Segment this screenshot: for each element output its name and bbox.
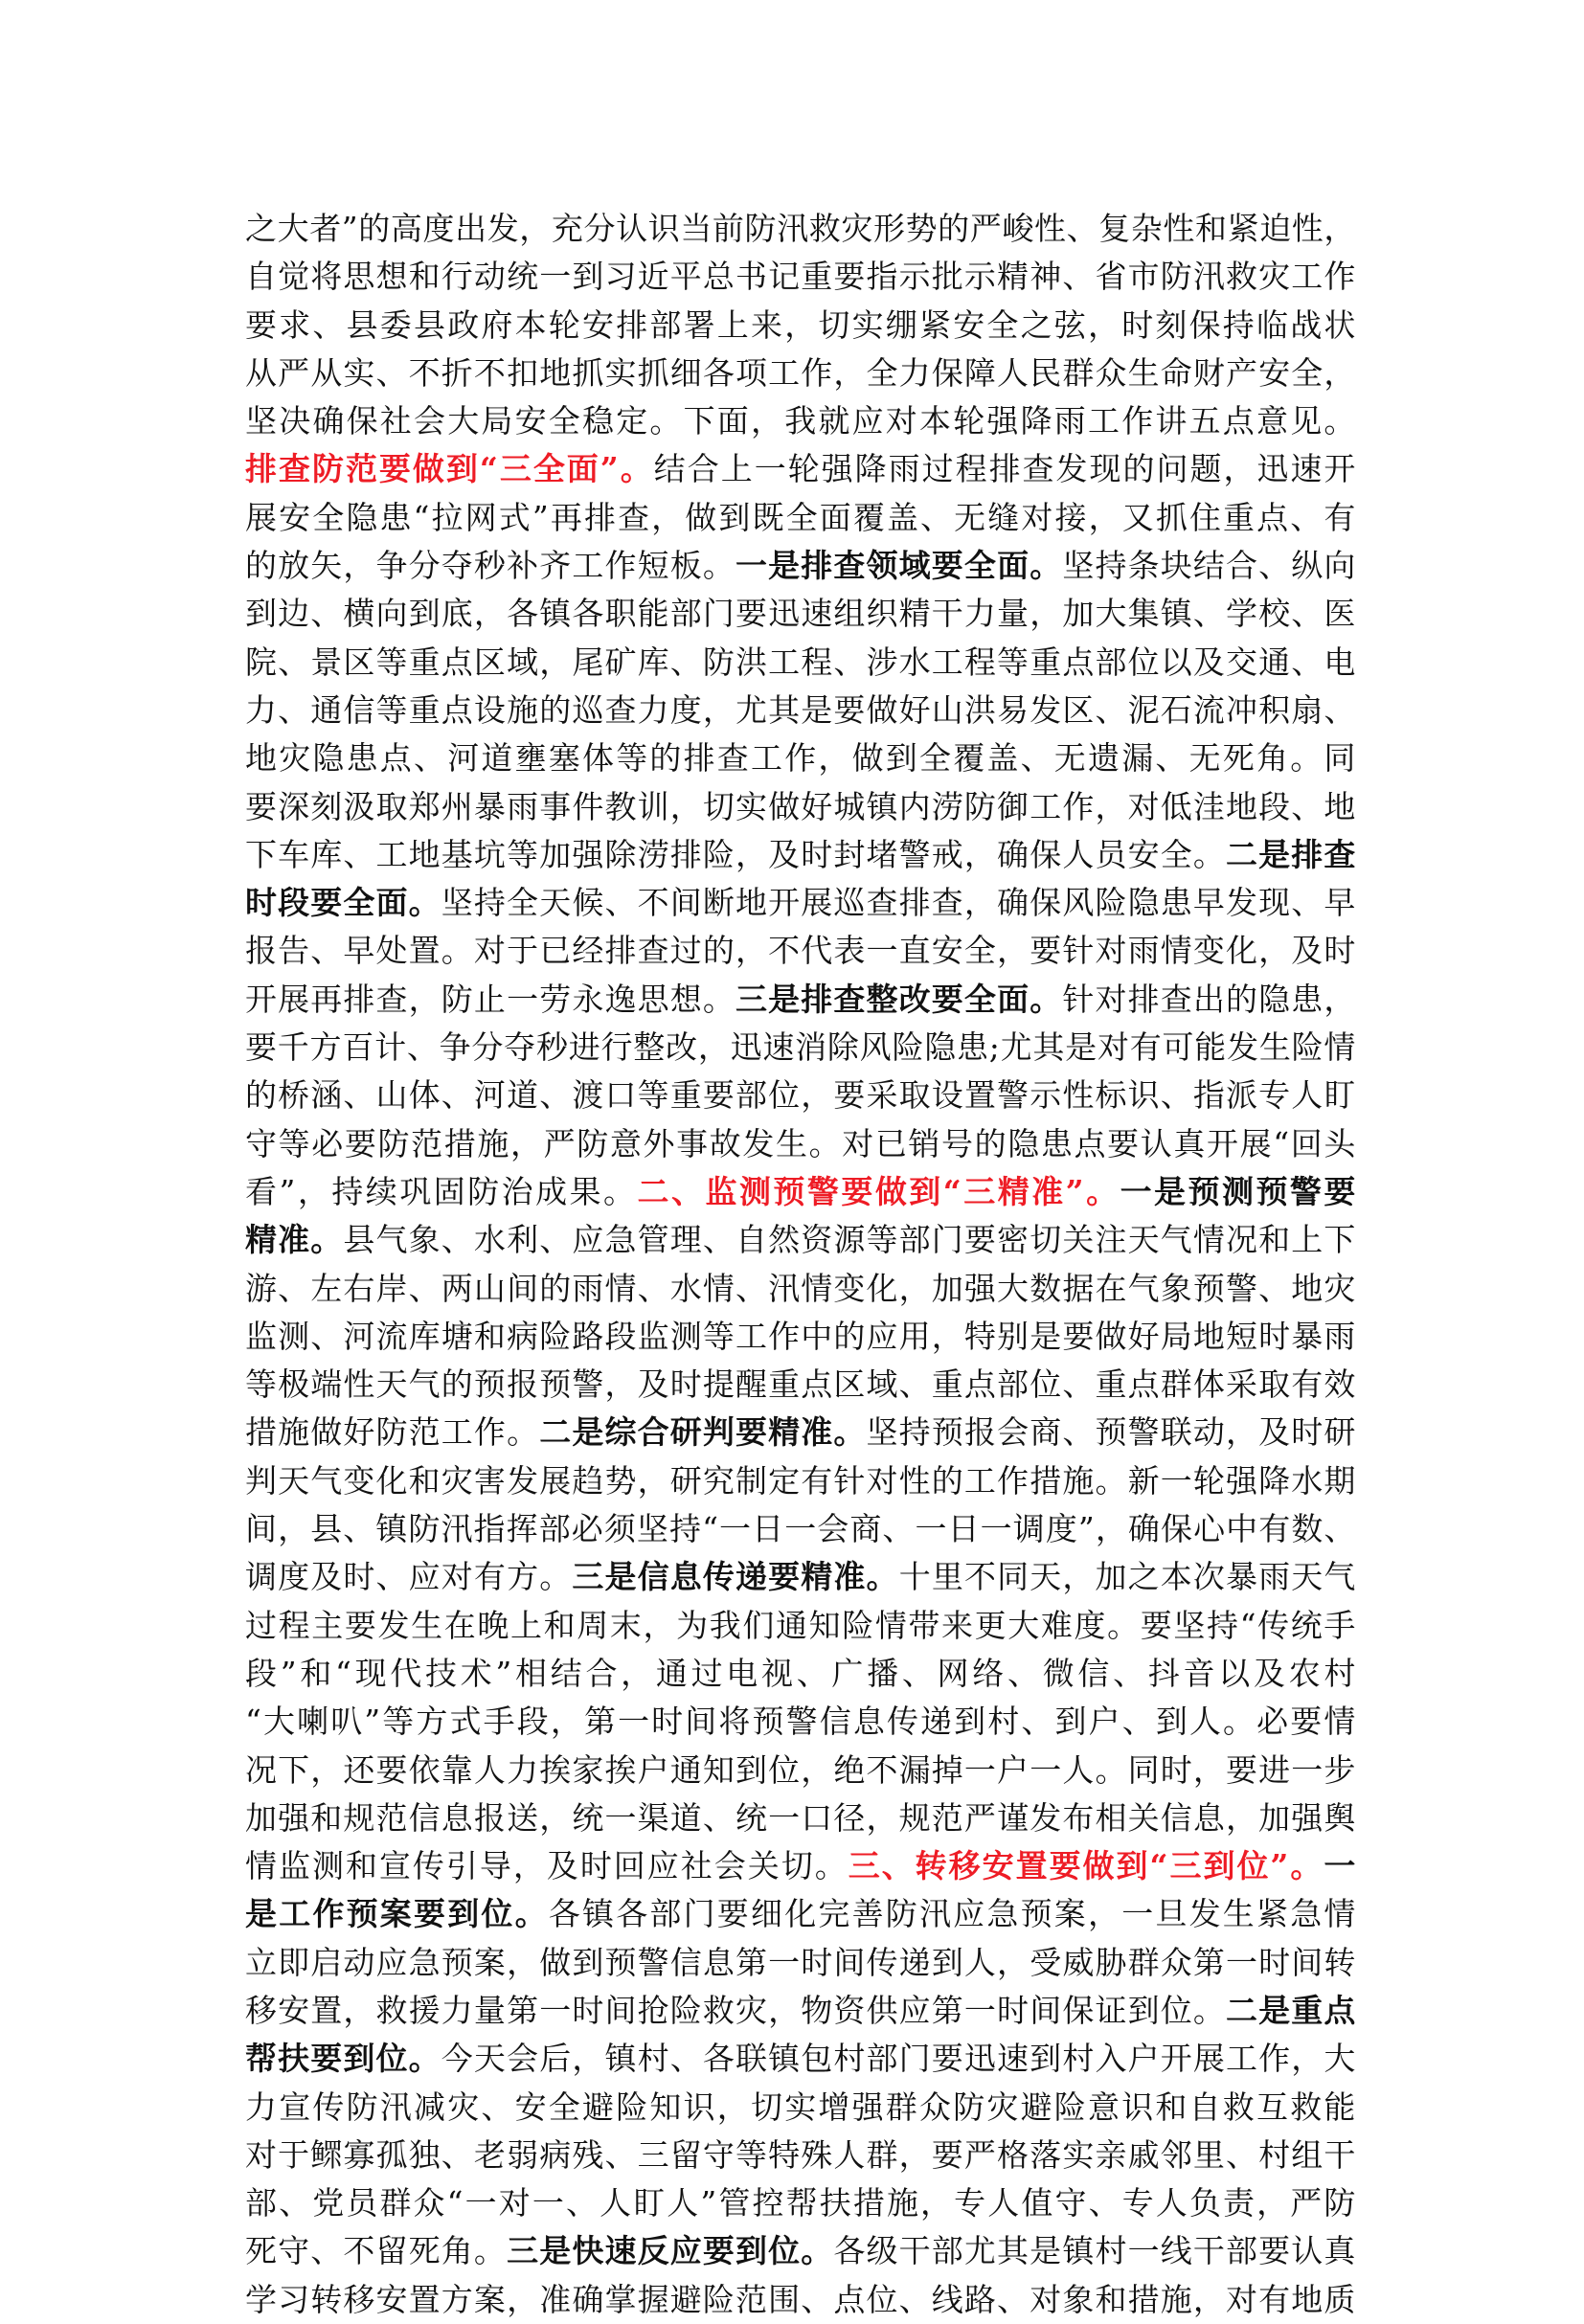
body-text: 守等必要防范措施，严防意外事故发生。对已销号的隐患点要认真开展“回头 — [245, 1124, 1356, 1162]
text-line — [245, 302, 1356, 350]
body-text: 要深刻汲取郑州暴雨事件教训，切实做好城镇内涝防御工作，对低洼地段、地 — [245, 787, 1356, 825]
text-line — [245, 1747, 1356, 1794]
section-heading: 三、转移安置要做到“三到位”。 — [848, 1847, 1324, 1885]
text-line — [245, 1216, 1356, 1264]
section-heading: 二、监测预警要做到“三精准”。 — [637, 1172, 1120, 1210]
text-line — [245, 1072, 1356, 1119]
text-line — [245, 253, 1356, 301]
body-text: 措施做好防范工作。 — [245, 1413, 540, 1452]
body-text: 到边、横向到底，各镇各职能部门要迅速组织精干力量，加大集镇、学校、医 — [245, 595, 1356, 633]
text-line — [245, 2227, 1356, 2275]
text-line — [245, 1313, 1356, 1361]
text-line — [245, 1120, 1356, 1168]
text-line — [245, 639, 1356, 687]
text-line — [245, 1505, 1356, 1553]
text-line — [245, 927, 1356, 975]
subpoint-heading: 三是排查整改要全面。 — [735, 980, 1063, 1018]
text-line — [245, 1265, 1356, 1313]
text-line — [245, 1842, 1356, 1890]
body-text: 地灾隐患点、河道壅塞体等的排查工作，做到全覆盖、无遗漏、无死角。同 — [245, 739, 1356, 778]
text-line — [245, 1553, 1356, 1601]
body-text: “大喇叭”等方式手段，第一时间将预警信息传递到村、到户、到人。必要情 — [245, 1703, 1356, 1741]
body-text: 要求、县委县政府本轮安排部署上来，切实绷紧安全之弦，时刻保持临战状 — [245, 305, 1356, 344]
body-text: 游、左右岸、两山间的雨情、水情、汛情变化，加强大数据在气象预警、地灾 — [245, 1269, 1356, 1307]
body-text: 等极端性天气的预报预警，及时提醒重点区域、重点部位、重点群体采取有效 — [245, 1365, 1356, 1404]
body-text: 情监测和宣传引导，及时回应社会关切。 — [245, 1847, 849, 1885]
text-line — [245, 783, 1356, 831]
subpoint-heading: 是工作预案要到位。 — [245, 1895, 549, 1933]
body-text: 报告、早处置。对于已经排查过的，不代表一直安全，要针对雨情变化，及时 — [245, 932, 1356, 970]
subpoint-heading: 二是重点 — [1226, 1991, 1356, 2029]
subpoint-heading: 一是排查领域要全面。 — [735, 547, 1063, 585]
body-text: 今天会后，镇村、各联镇包村部门要迅速到村入户开展工作，大 — [441, 2040, 1356, 2078]
body-text: 监测、河流库塘和病险路段监测等工作中的应用，特别是要做好局地短时暴雨 — [245, 1317, 1356, 1355]
body-text: 判天气变化和灾害发展趋势，研究制定有针对性的工作措施。新一轮强降水期 — [245, 1461, 1356, 1500]
text-line — [245, 205, 1356, 253]
body-text: 之大者”的高度出发，充分认识当前防汛救灾形势的严峻性、复杂性和紧迫性， — [245, 210, 1356, 247]
text-line — [245, 2179, 1356, 2227]
body-text: 坚决确保社会大局安全稳定。下面，我就应对本轮强降雨工作讲五点意见。 — [245, 402, 1356, 440]
body-text: 坚持全天候、不间断地开展巡查排查，确保风险隐患早发现、早 — [441, 884, 1356, 922]
body-text: 的桥涵、山体、河道、渡口等重要部位，要采取设置警示性标识、指派专人盯 — [245, 1076, 1356, 1115]
body-text: 力宣传防汛减灾、安全避险知识，切实增强群众防灾避险意识和自救互救能 — [245, 2087, 1356, 2126]
text-line — [245, 976, 1356, 1024]
body-text: 学习转移安置方案，准确掌握避险范围、点位、线路、对象和措施，对有地质 — [245, 2280, 1356, 2318]
text-line — [245, 879, 1356, 927]
text-line — [245, 734, 1356, 782]
text-line — [245, 1890, 1356, 1938]
text-line — [245, 494, 1356, 542]
text-line — [245, 1602, 1356, 1650]
body-text: 结合上一轮强降雨过程排查发现的问题，迅速开 — [653, 450, 1356, 488]
body-text: 加强和规范信息报送，统一渠道、统一口径，规范严谨发布相关信息，加强舆 — [245, 1798, 1356, 1837]
section-heading: 排查防范要做到“三全面”。 — [245, 450, 654, 488]
text-line — [245, 542, 1356, 590]
text-line — [245, 2132, 1356, 2179]
text-line — [245, 1698, 1356, 1746]
body-text: 对于鳏寡孤独、老弱病残、三留守等特殊人群，要严格落实亲戚邻里、村组干 — [245, 2135, 1356, 2174]
body-text: 从严从实、不折不扣地抓实抓细各项工作，全力保障人民群众生命财产安全， — [245, 353, 1356, 392]
body-text: 针对排查出的隐患， — [1062, 980, 1356, 1018]
text-line — [245, 1457, 1356, 1505]
text-line — [245, 2084, 1356, 2132]
text-line — [245, 445, 1356, 493]
text-line — [245, 590, 1356, 638]
body-text: 要千方百计、争分夺秒进行整改，迅速消除风险隐患;尤其是对有可能发生险情 — [245, 1028, 1356, 1067]
subpoint-heading: 二是排查 — [1226, 835, 1356, 873]
text-line — [245, 1024, 1356, 1072]
text-line — [245, 397, 1356, 445]
text-line — [245, 1939, 1356, 1987]
body-text: 开展再排查，防止一劳永逸思想。 — [245, 980, 735, 1018]
text-line — [245, 1650, 1356, 1698]
document-page — [245, 205, 1356, 2324]
body-text: 自觉将思想和行动统一到习近平总书记重要指示批示精神、省市防汛救灾工作 — [245, 258, 1356, 296]
subpoint-heading: 时段要全面。 — [245, 884, 441, 922]
text-line — [245, 687, 1356, 734]
subpoint-heading: 二是综合研判要精准。 — [539, 1413, 867, 1452]
body-text: 移安置，救援力量第一时间抢险救灾，物资供应第一时间保证到位。 — [245, 1991, 1226, 2029]
text-line — [245, 831, 1356, 879]
body-text: 坚持条块结合、纵向 — [1062, 547, 1356, 585]
body-text: 看”，持续巩固防治成果。 — [245, 1172, 638, 1210]
text-line — [245, 350, 1356, 397]
body-text: 院、景区等重点区域，尾矿库、防洪工程、涉水工程等重点部位以及交通、电 — [245, 643, 1356, 681]
body-text: 段”和“现代技术”相结合，通过电视、广播、网络、微信、抖音以及农村 — [245, 1654, 1356, 1692]
text-line — [245, 1168, 1356, 1216]
body-text: 的放矢，争分夺秒补齐工作短板。 — [245, 547, 735, 585]
subpoint-heading: 三是信息传递要精准。 — [572, 1558, 899, 1596]
text-line — [245, 1794, 1356, 1842]
subpoint-heading: 一 — [1324, 1847, 1356, 1885]
text-line — [245, 2035, 1356, 2083]
body-text: 死守、不留死角。 — [245, 2232, 508, 2270]
body-text: 各级干部尤其是镇村一线干部要认真 — [833, 2232, 1356, 2270]
body-text: 各镇各部门要细化完善防汛应急预案，一旦发生紧急情 — [548, 1895, 1356, 1933]
body-text: 展安全隐患“拉网式”再排查，做到既全面覆盖、无缝对接，又抓住重点、有 — [245, 498, 1356, 536]
body-text: 县气象、水利、应急管理、自然资源等部门要密切关注天气情况和上下 — [343, 1221, 1356, 1259]
text-line — [245, 1409, 1356, 1456]
body-text: 下车库、工地基坑等加强除涝排险，及时封堵警戒，确保人员安全。 — [245, 835, 1226, 873]
text-line — [245, 2276, 1356, 2324]
body-text: 况下，还要依靠人力挨家挨户通知到位，绝不漏掉一户一人。同时，要进一步 — [245, 1750, 1356, 1789]
subpoint-heading: 一是预测预警要 — [1120, 1172, 1356, 1210]
body-text: 过程主要发生在晚上和周末，为我们通知险情带来更大难度。要坚持“传统手 — [245, 1606, 1356, 1644]
body-text: 部、党员群众“一对一、人盯人”管控帮扶措施，专人值守、专人负责，严防 — [245, 2184, 1356, 2222]
subpoint-heading: 精准。 — [245, 1221, 344, 1259]
body-text: 立即启动应急预案，做到预警信息第一时间传递到人，受威胁群众第一时间转 — [245, 1943, 1356, 1981]
body-text: 力、通信等重点设施的巡查力度，尤其是要做好山洪易发区、泥石流冲积扇、 — [245, 690, 1356, 729]
body-text: 十里不同天，加之本次暴雨天气 — [898, 1558, 1356, 1596]
subpoint-heading: 三是快速反应要到位。 — [507, 2232, 834, 2270]
body-text: 调度及时、应对有方。 — [245, 1558, 573, 1596]
text-line — [245, 1987, 1356, 2035]
text-line — [245, 1361, 1356, 1409]
subpoint-heading: 帮扶要到位。 — [245, 2040, 441, 2078]
body-text: 间，县、镇防汛指挥部必须坚持“一日一会商、一日一调度”，确保心中有数、 — [245, 1510, 1356, 1548]
body-text: 坚持预报会商、预警联动，及时研 — [866, 1413, 1356, 1452]
